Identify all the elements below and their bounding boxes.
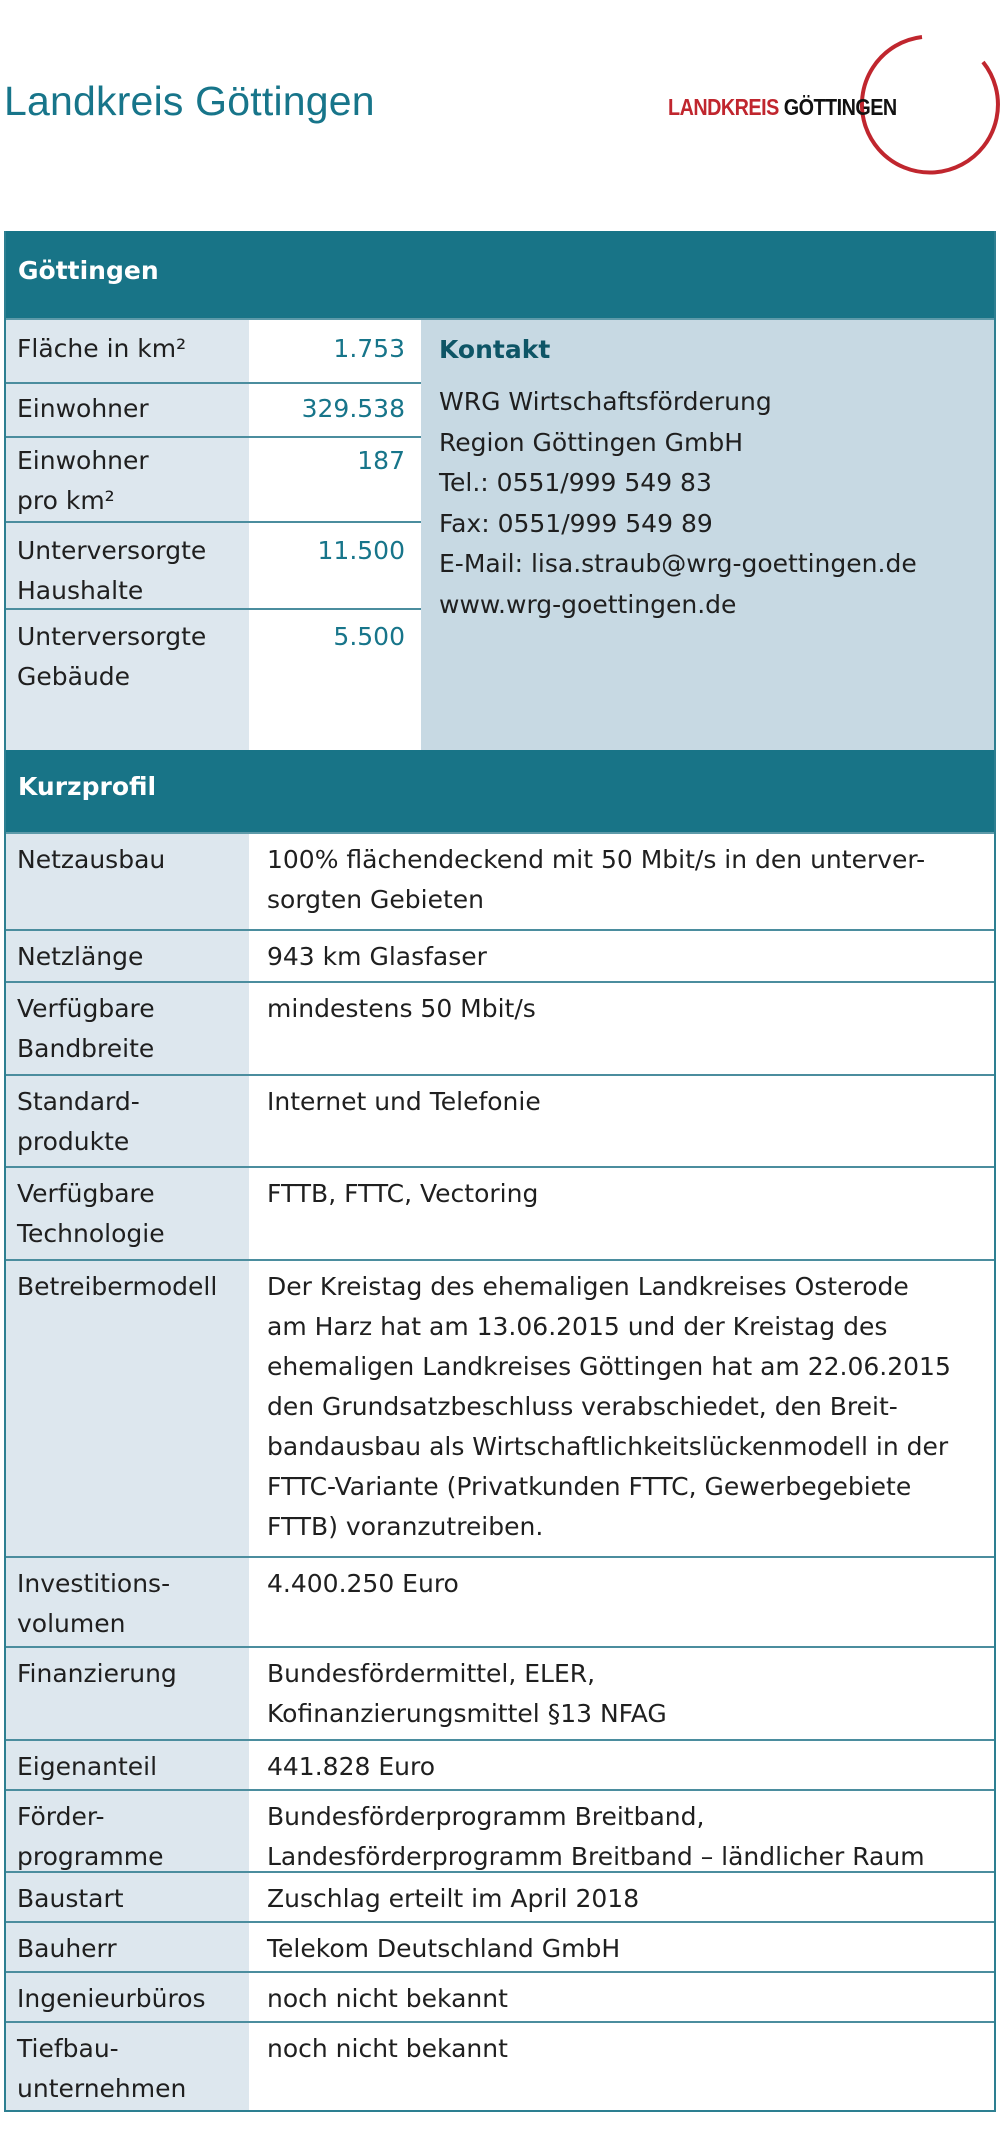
contact-email-link[interactable]: E-Mail: lisa.straub@wrg-goettingen.de [439, 549, 917, 578]
value-line: 4.400.250 Euro [267, 1569, 459, 1598]
profile-row-label [6, 983, 249, 1074]
value-line: sorgten Gebieten [267, 885, 484, 914]
label-line: produkte [17, 1127, 130, 1156]
value-line: noch nicht bekannt [267, 2034, 508, 2063]
stat-value: 5.500 [249, 610, 421, 750]
section-heading-goettingen: Göttingen [6, 231, 994, 320]
value-line: mindestens 50 Mbit/s [267, 994, 536, 1023]
stat-label: Fläche in km² [6, 320, 249, 382]
profile-row [6, 1076, 994, 1168]
value-line: am Harz hat am 13.06.2015 und der Kreistag des [267, 1312, 888, 1341]
value-line: 100% flächendeckend mit 50 Mbit/s in den unterver- [267, 845, 926, 874]
profile-row [6, 1973, 994, 2023]
label-line: Investitions- [17, 1569, 171, 1598]
profile-row-label [6, 2023, 249, 2110]
profile-row-value [249, 1923, 994, 1971]
label-line: unternehmen [17, 2074, 187, 2103]
label-line: Bandbreite [17, 1034, 155, 1063]
value-line: Landesförderprogramm Breitband – ländlicher Raum [267, 1842, 925, 1871]
profile-row-label [6, 1973, 249, 2021]
label-line: Standard- [17, 1087, 140, 1116]
profile-row-label [6, 1076, 249, 1166]
profile-row [6, 1261, 994, 1558]
value-line: FTTB, FTTC, Vectoring [267, 1179, 539, 1208]
stat-label: Unterversorgte Haushalte [6, 523, 249, 608]
value-line: bandausbau als Wirtschaftlichkeitslückenmodell in der [267, 1432, 949, 1461]
value-line: Bundesfördermittel, ELER, [267, 1659, 596, 1688]
label-line: Verfügbare [17, 1179, 155, 1208]
value-line: Zuschlag erteilt im April 2018 [267, 1884, 640, 1913]
label-line: Finanzierung [17, 1659, 177, 1688]
logo-text [668, 94, 897, 121]
profile-row [6, 1923, 994, 1973]
label-line: Verfügbare [17, 994, 155, 1023]
label-line: Technologie [17, 1219, 165, 1248]
label-line: Förder- [17, 1802, 105, 1831]
page-title: Landkreis Göttingen [4, 78, 375, 124]
contact-website-link[interactable]: www.wrg-goettingen.de [439, 589, 737, 619]
value-line: Kofinanzierungsmittel §13 NFAG [267, 1699, 667, 1728]
value-line: den Grundsatzbeschluss verabschiedet, den Breit- [267, 1392, 898, 1421]
profile-row-value [249, 1168, 994, 1259]
label-line: Betreibermodell [17, 1272, 218, 1301]
label-line: Netzlänge [17, 942, 144, 971]
stat-value: 1.753 [249, 320, 421, 382]
profile-row-value [249, 983, 994, 1074]
profile-row-value [249, 1648, 994, 1739]
label-line: volumen [17, 1609, 126, 1638]
value-line: ehemaligen Landkreises Göttingen hat am 22.06.2015 [267, 1352, 951, 1381]
stat-label: Einwohner pro km² [6, 438, 249, 521]
profile-row-value [249, 1558, 994, 1646]
profile-row-label [6, 1648, 249, 1739]
stat-value: 11.500 [249, 523, 421, 608]
profile-row-label [6, 1791, 249, 1871]
profile-row [6, 983, 994, 1076]
label-line: Bauherr [17, 1934, 117, 1963]
profile-row-value [249, 834, 994, 929]
profile-row-label [6, 1741, 249, 1789]
profile-row-label [6, 834, 249, 929]
profile-row-label [6, 1168, 249, 1259]
profile-table [4, 231, 996, 2112]
profile-row [6, 2023, 994, 2110]
profile-row [6, 834, 994, 931]
contact-fax: Fax: 0551/999 549 89 [439, 508, 713, 538]
profile-row [6, 1648, 994, 1741]
profile-row-value [249, 1791, 994, 1871]
section-heading-kurzprofil: Kurzprofil [6, 750, 994, 834]
profile-row-label [6, 1261, 249, 1556]
label-line: Baustart [17, 1884, 124, 1913]
stat-row [6, 384, 421, 438]
value-line: 943 km Glasfaser [267, 942, 487, 971]
stat-row [6, 610, 421, 750]
profile-row-label [6, 1923, 249, 1971]
profile-row [6, 1741, 994, 1791]
value-line: FTTB) voranzutreiben. [267, 1512, 544, 1541]
profile-row-value [249, 1741, 994, 1789]
value-line: Der Kreistag des ehemaligen Landkreises Osterode [267, 1272, 909, 1301]
profile-row-value [249, 1261, 994, 1556]
contact-panel [421, 320, 994, 750]
value-line: 441.828 Euro [267, 1752, 435, 1781]
stat-row [6, 320, 421, 384]
profile-row [6, 1873, 994, 1923]
value-line: FTTC-Variante (Privatkunden FTTC, Gewerbegebiete [267, 1472, 912, 1501]
stat-label: Einwohner [6, 384, 249, 436]
value-line: Internet und Telefonie [267, 1087, 541, 1116]
profile-row [6, 1558, 994, 1648]
logo-text-black: GÖTTINGEN [783, 94, 897, 120]
landkreis-goettingen-logo [650, 20, 1000, 180]
profile-row-value [249, 1873, 994, 1921]
profile-row-value [249, 1973, 994, 2021]
contact-company: WRG Wirtschaftsförderung [439, 387, 772, 416]
label-line: Ingenieurbüros [17, 1984, 206, 2013]
contact-phone[interactable]: Tel.: 0551/999 549 83 [439, 468, 712, 497]
stat-label: Unterversorgte Gebäude [6, 610, 249, 750]
stats-list [6, 320, 421, 750]
label-line: Netzausbau [17, 845, 166, 874]
label-line: Tiefbau- [17, 2034, 119, 2063]
label-line: Eigenanteil [17, 1752, 158, 1781]
profile-row-value [249, 2023, 994, 2110]
stat-value: 329.538 [249, 384, 421, 436]
stat-value: 187 [249, 438, 421, 521]
profile-row [6, 1168, 994, 1261]
logo-text-red: LANDKREIS [668, 94, 779, 120]
overview-section [6, 320, 994, 750]
label-line: programme [17, 1842, 164, 1871]
profile-row-label [6, 1558, 249, 1646]
stat-row [6, 523, 421, 610]
value-line: Telekom Deutschland GmbH [267, 1934, 621, 1963]
value-line: noch nicht bekannt [267, 1984, 508, 2013]
profile-row-label [6, 1873, 249, 1921]
profile-row-label [6, 931, 249, 981]
profile-row-value [249, 931, 994, 981]
value-line: Bundesförderprogramm Breitband, [267, 1802, 705, 1831]
profile-row [6, 1791, 994, 1873]
profile-row [6, 931, 994, 983]
profile-rows [6, 834, 994, 2110]
contact-company-2: Region Göttingen GmbH [439, 427, 744, 457]
profile-row-value [249, 1076, 994, 1166]
contact-title: Kontakt [439, 335, 551, 364]
stat-row [6, 438, 421, 523]
